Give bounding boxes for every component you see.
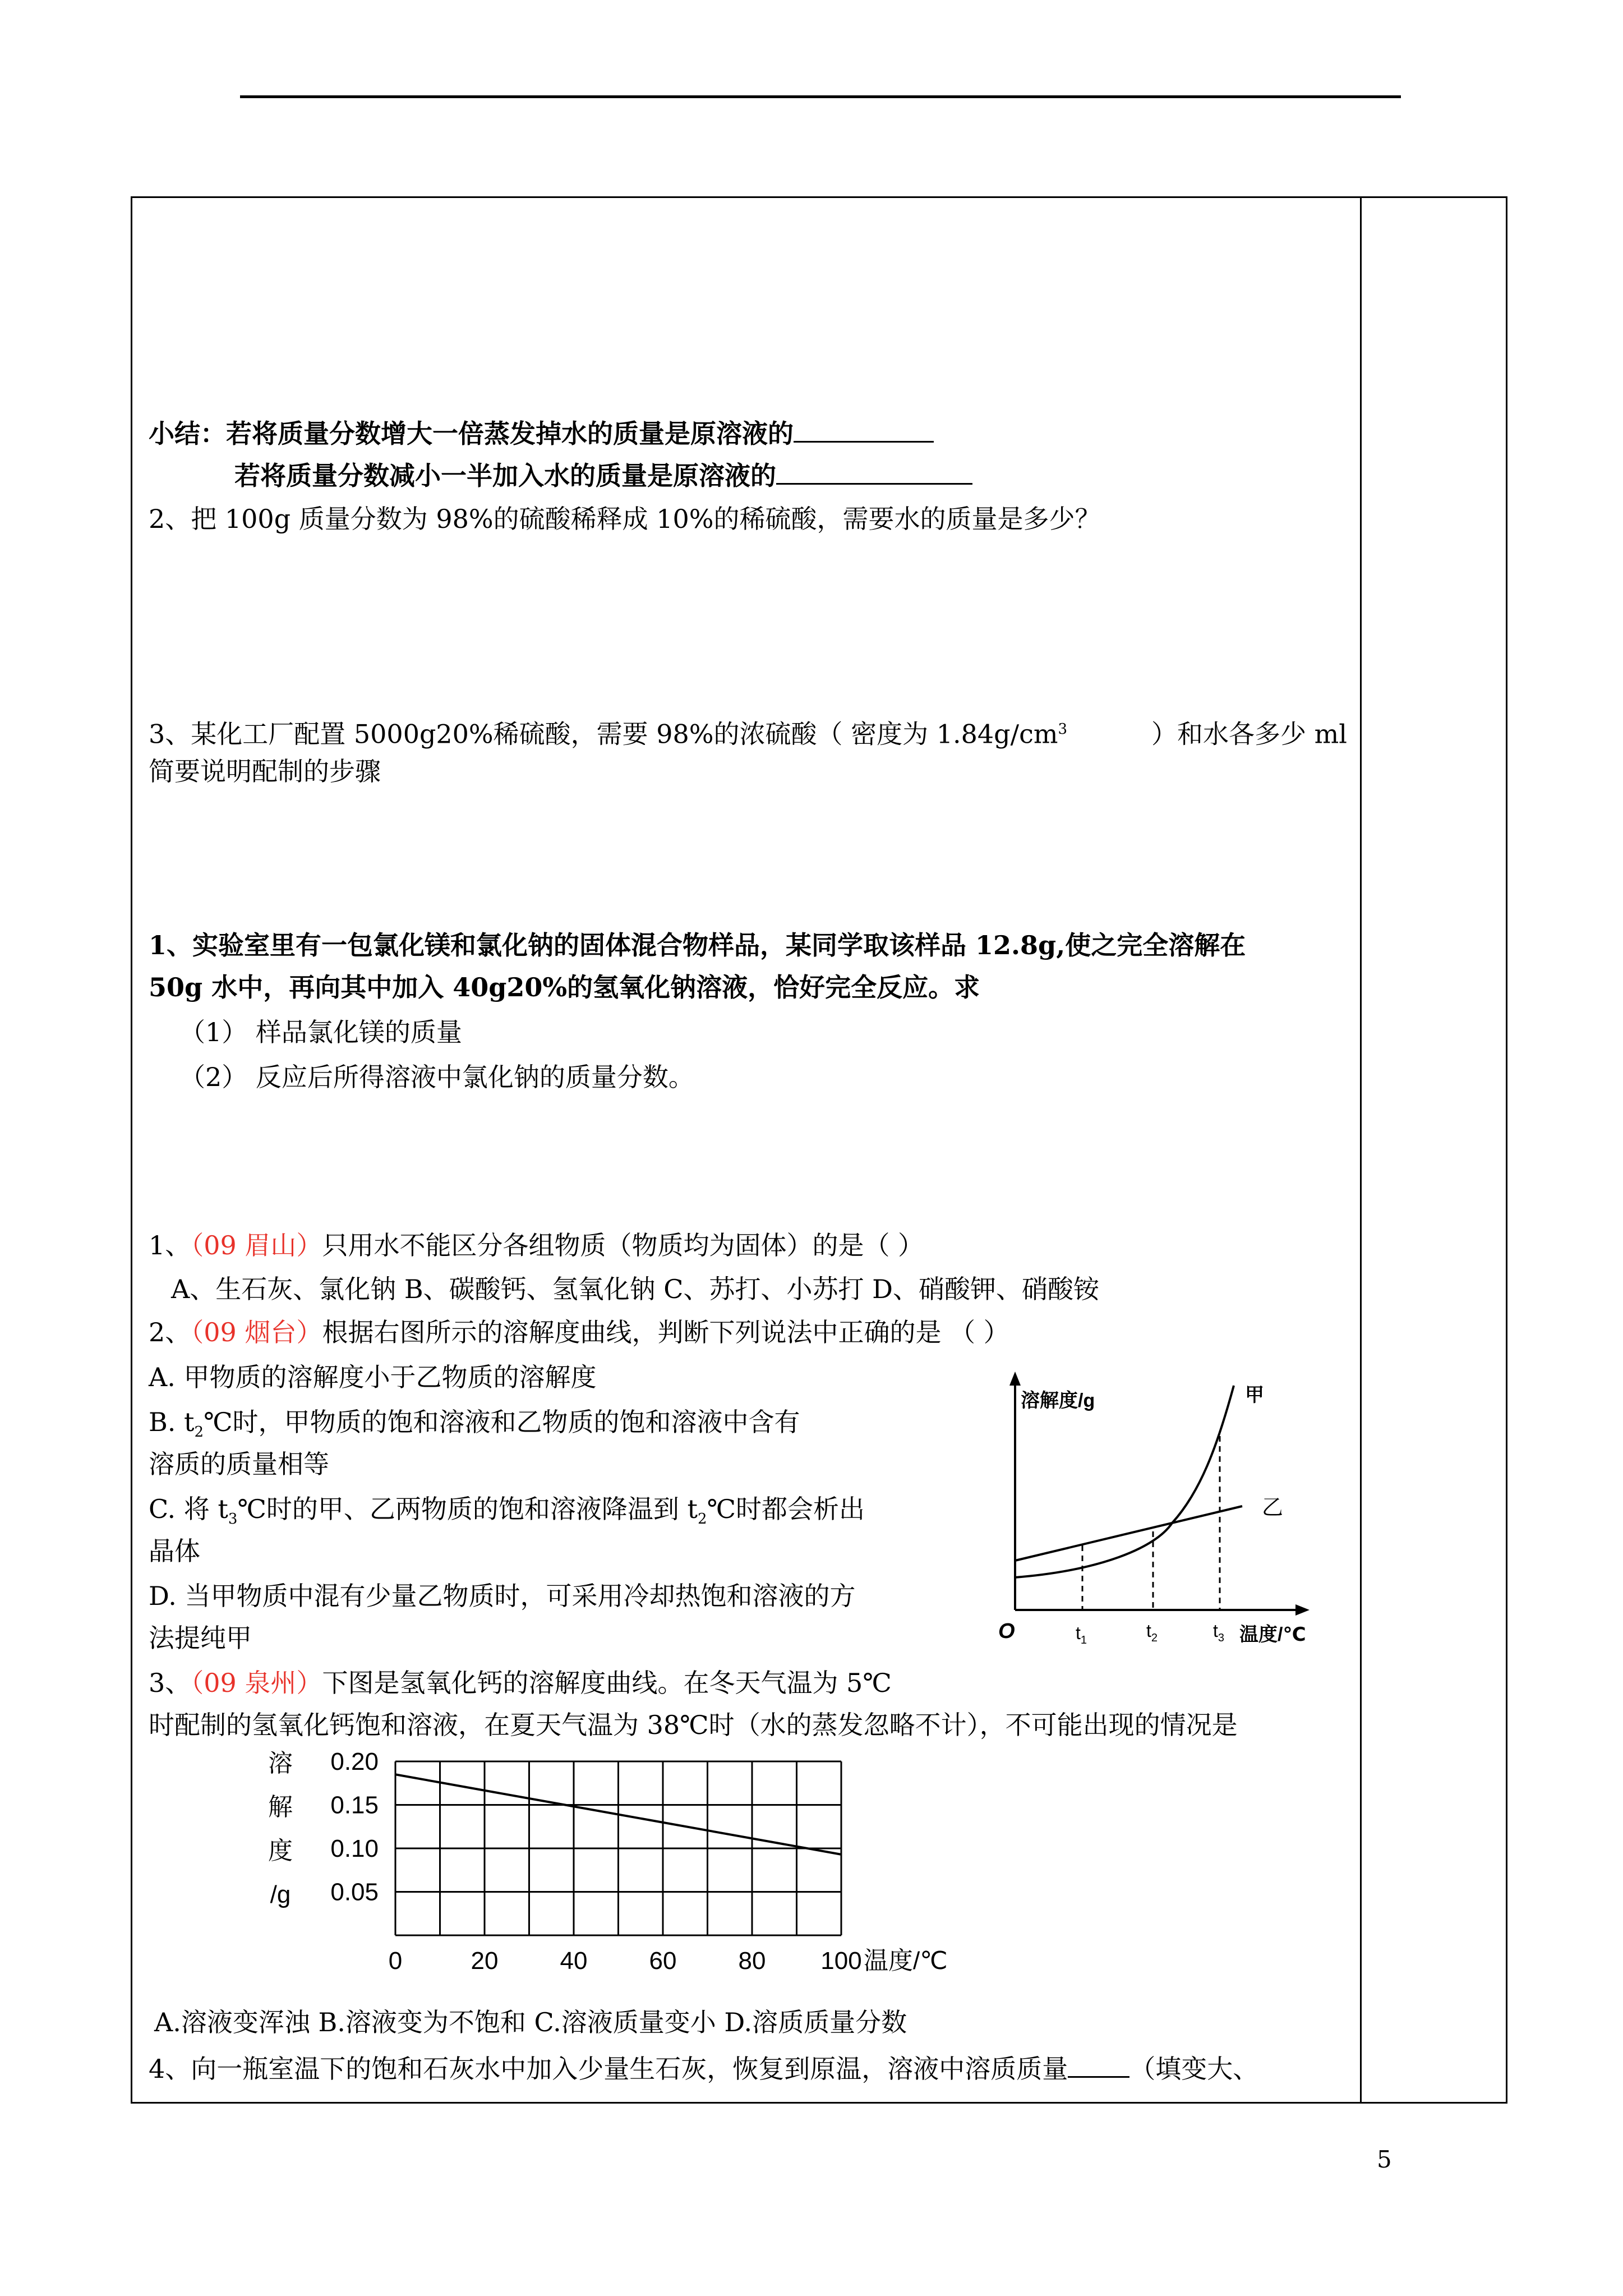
chart2-y-ticks [330, 1748, 379, 1906]
chart2-x-tick-label: 0 [388, 1947, 403, 1975]
mc3-text-1: 下图是氢氧化钙的溶解度曲线。在冬天气温为 5℃ [322, 1668, 892, 1698]
solubility-chart-jia-yi [987, 1363, 1335, 1655]
mc2-option-b-line-1 [149, 1405, 800, 1449]
q4-blank[interactable] [1068, 2050, 1129, 2078]
chart1-origin: O [998, 1619, 1015, 1643]
summary-line-1 [149, 415, 934, 450]
mc2-option-d-line-2: 法提纯甲 [149, 1623, 252, 1653]
mc3-stem-line-1 [149, 1666, 892, 1700]
answer-blank-2[interactable] [776, 457, 972, 485]
solubility-chart-caoh2 [247, 1745, 1032, 1991]
mc2-c-sub-1: 3 [228, 1511, 238, 1528]
chart1-tick-t3: $t_3$ [1213, 1621, 1225, 1644]
mc2-source: （09 烟台） [191, 1317, 322, 1347]
chart1-series-jia [1015, 1386, 1234, 1577]
mc1-text: 只用水不能区分各组物质（物质均为固体）的是（ ） [322, 1230, 924, 1260]
mc3-stem-line-2: 时配制的氢氧化钙饱和溶液，在夏天气温为 38℃时（水的蒸发忽略不计），不可能出现的情况是 [149, 1710, 1238, 1740]
mc2-text: 根据右图所示的溶解度曲线，判断下列说法中正确的是 （ ） [322, 1317, 1009, 1347]
mc2-option-c-line-1 [149, 1492, 865, 1536]
header-rule [240, 95, 1401, 98]
mc2-c-prefix: C. 将 t [149, 1494, 228, 1524]
chart1-ylabel: 溶解度/g [1021, 1390, 1095, 1411]
chart1-tick-t2: $t_2$ [1146, 1621, 1158, 1644]
q3-text: 3、某化工厂配置 5000g20%稀硫酸，需要 98%的浓硫酸（ 密度为 1.84g/cm [149, 719, 1058, 749]
mc3-options: A.溶液变浑浊 B.溶液变为不饱和 C.溶液质量变小 D.溶质质量分数 [154, 2007, 907, 2037]
q3-tail: ）和水各多少 ml [1151, 719, 1347, 749]
mc2-c-tail: ℃时都会析出 [707, 1494, 865, 1524]
mc2-c-text: ℃时的甲、乙两物质的饱和溶液降温到 t [237, 1494, 698, 1524]
question-2-dilute: 2、把 100g 质量分数为 98%的硫酸稀释成 10%的稀硫酸，需要水的质量是多少？ [149, 504, 1101, 534]
chart1-label-jia: 甲 [1245, 1384, 1264, 1406]
chart1-xlabel: 温度/℃ [1239, 1624, 1306, 1645]
mc2-option-b-line-2: 溶质的质量相等 [149, 1449, 329, 1479]
mc3-number: 3、 [149, 1668, 191, 1698]
mc2-stem [149, 1315, 1009, 1349]
q4-tail: （填变大、 [1129, 2054, 1259, 2084]
chart2-x-ticks [389, 1947, 862, 1975]
chart1-x-arrow [1295, 1604, 1310, 1616]
chart2-ylabel [268, 1750, 293, 1908]
mc1-stem [149, 1228, 924, 1262]
chart2-y-tick-label: 0.05 [330, 1878, 379, 1906]
chart2-ylabel-char: 解 [268, 1793, 293, 1821]
page-number: 5 [1377, 2146, 1392, 2173]
mc2-c-sub-2: 2 [698, 1511, 707, 1528]
mc2-option-c-line-2: 晶体 [149, 1536, 200, 1566]
q4-text: 4、向一瓶室温下的饱和石灰水中加入少量生石灰，恢复到原温，溶液中溶质质量 [149, 2054, 1068, 2084]
calc-line-1: 1、实验室里有一包氯化镁和氯化钠的固体混合物样品，某同学取该样品 12.8g,使之完全溶解在 [149, 930, 1246, 960]
chart2-ylabel-char: 溶 [268, 1750, 293, 1777]
mc1-number: 1、 [149, 1230, 191, 1260]
q3-superscript: 3 [1058, 721, 1068, 738]
question-3-factory-line-1 [149, 712, 1347, 751]
summary-line-2 [234, 457, 972, 493]
mc2-option-d-line-1: D. 当甲物质中混有少量乙物质时，可采用冷却热饱和溶液的方 [149, 1581, 856, 1611]
calc-line-2: 50g 水中，再向其中加入 40g20%的氢氧化钠溶液，恰好完全反应。求 [149, 972, 980, 1002]
summary-text-1: 若将质量分数增大一倍蒸发掉水的质量是原溶液的 [226, 418, 794, 449]
chart2-ylabel-char: 度 [268, 1837, 293, 1865]
chart1-label-yi: 乙 [1262, 1496, 1284, 1520]
chart2-x-tick-label: 60 [649, 1947, 677, 1975]
mc2-number: 2、 [149, 1317, 191, 1347]
chart2-x-tick-label: 100 [820, 1947, 862, 1975]
mc2-option-a: A. 甲物质的溶解度小于乙物质的溶解度 [149, 1362, 597, 1392]
calc-sub-2: （2） 反应后所得溶液中氯化钠的质量分数。 [179, 1062, 694, 1092]
mc2-b-prefix: B. t [149, 1407, 195, 1437]
chart2-ylabel-char: /g [270, 1881, 291, 1908]
question-3-factory-line-2: 简要说明配制的步骤 [149, 756, 381, 786]
mc1-source: （09 眉山） [191, 1230, 322, 1260]
mc1-options: A、生石灰、氯化钠 B、碳酸钙、氢氧化钠 C、苏打、小苏打 D、硝酸钾、硝酸铵 [171, 1274, 1099, 1304]
chart2-x-tick-label: 20 [471, 1947, 499, 1975]
mc2-b-text: ℃时，甲物质的饱和溶液和乙物质的饱和溶液中含有 [204, 1407, 800, 1437]
calc-sub-1: （1） 样品氯化镁的质量 [179, 1017, 462, 1047]
question-4 [149, 2050, 1258, 2086]
chart2-x-tick-label: 80 [738, 1947, 766, 1975]
mc2-b-sub: 2 [194, 1424, 204, 1441]
answer-blank-1[interactable] [794, 415, 934, 443]
summary-label: 小结： [149, 418, 226, 449]
chart2-y-tick-label: 0.10 [330, 1835, 379, 1862]
mc3-source: （09 泉州） [191, 1668, 322, 1698]
chart2-y-tick-label: 0.20 [330, 1748, 379, 1775]
table-column-divider [1360, 196, 1362, 2104]
chart1-y-arrow [1009, 1372, 1021, 1386]
chart2-x-tick-label: 40 [560, 1947, 588, 1975]
chart2-y-tick-label: 0.15 [330, 1791, 379, 1819]
summary-text-2: 若将质量分数减小一半加入水的质量是原溶液的 [234, 461, 776, 491]
chart1-tick-t1: $t_1$ [1076, 1623, 1087, 1646]
chart2-xlabel: 温度/℃ [864, 1947, 948, 1975]
